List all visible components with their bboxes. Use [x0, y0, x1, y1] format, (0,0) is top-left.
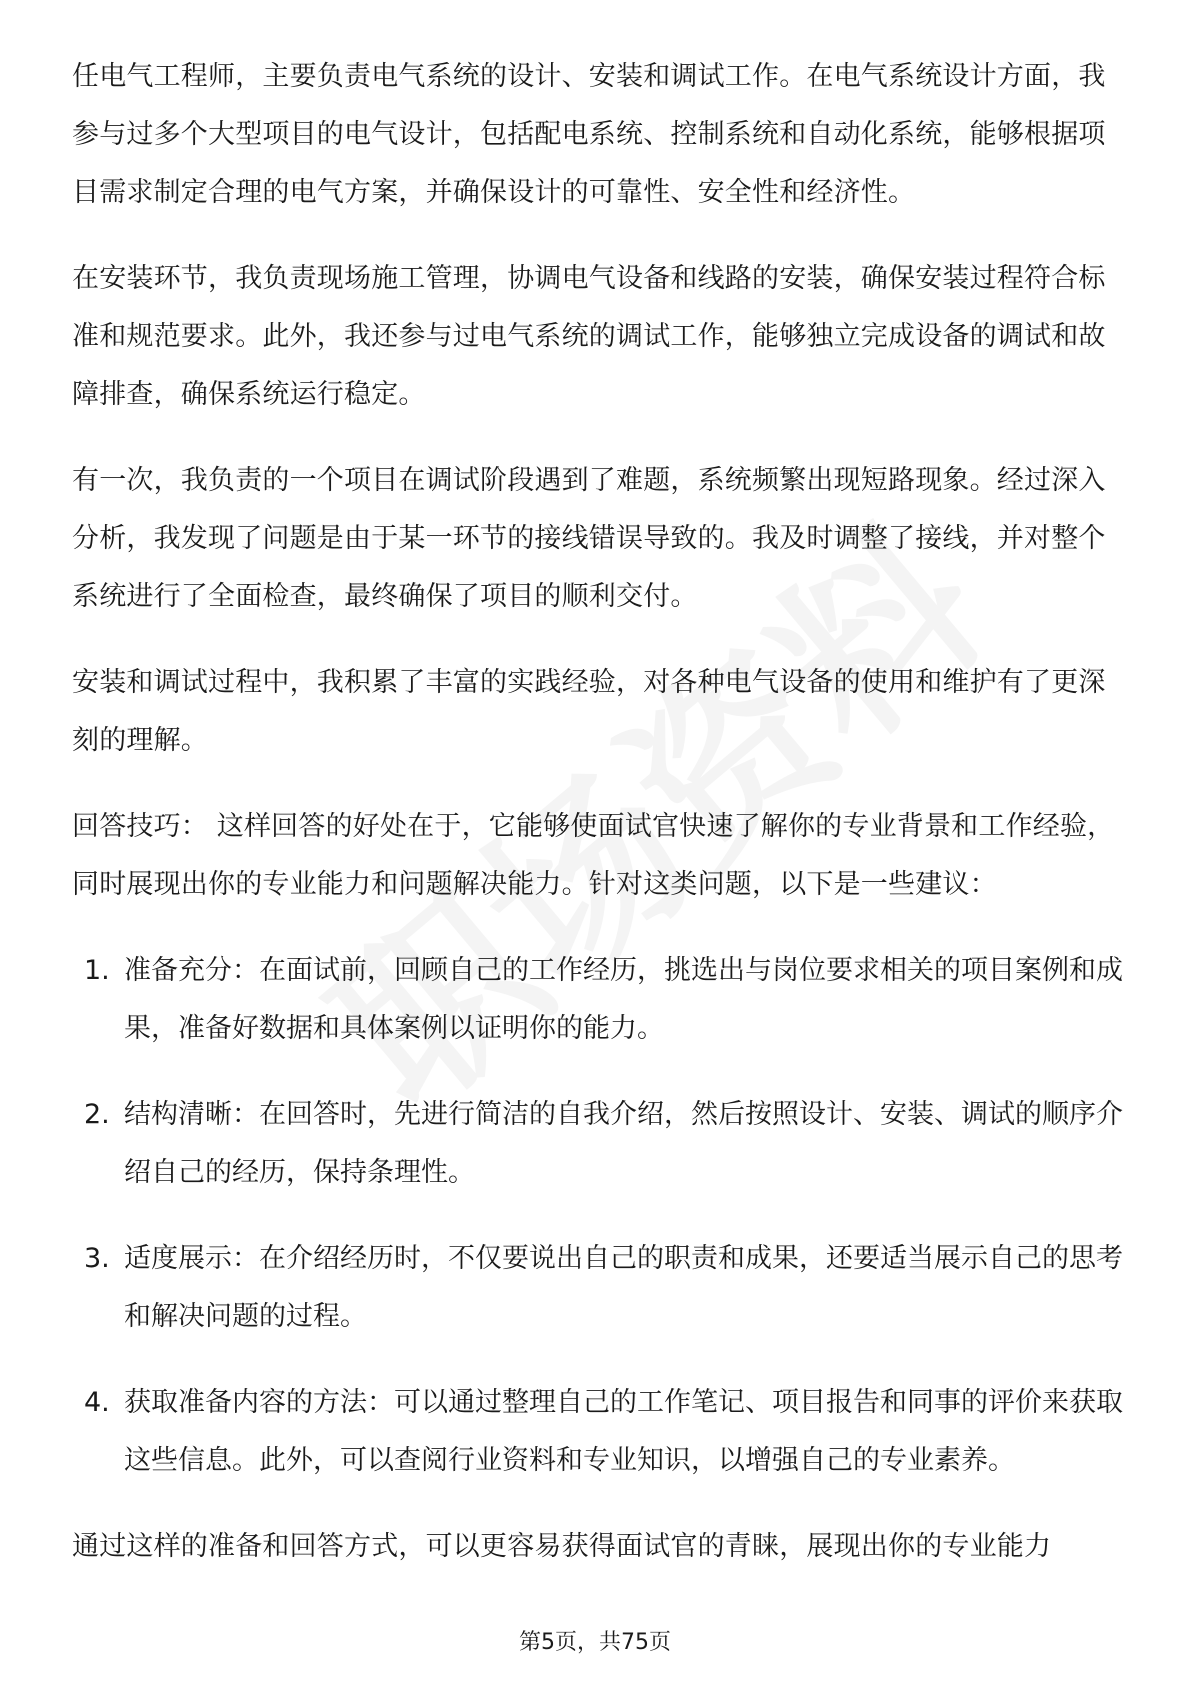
list-item-number: 3. [84, 1243, 110, 1274]
list-item-number: 2. [84, 1099, 110, 1130]
list-item-text: 获取准备内容的方法：可以通过整理自己的工作笔记、项目报告和同事的评价来获取这些信息。此外，可以查阅行业资料和专业知识，以增强自己的专业素养。 [124, 1387, 1123, 1476]
page-number: 第5页，共75页 [519, 1630, 671, 1655]
list-item-text: 适度展示：在介绍经历时，不仅要说出自己的职责和成果，还要适当展示自己的思考和解决问题的过程。 [124, 1243, 1123, 1332]
paragraph-tips-intro: 回答技巧： 这样回答的好处在于，它能够使面试官快速了解你的专业背景和工作经验，同时展现出你的专业能力和问题解决能力。针对这类问题，以下是一些建议： [72, 811, 1115, 900]
list-item-text: 结构清晰：在回答时，先进行简洁的自我介绍，然后按照设计、安装、调试的顺序介绍自己的经历，保持条理性。 [124, 1099, 1123, 1188]
list-item-number: 1. [84, 955, 110, 986]
paragraph-closing: 通过这样的准备和回答方式，可以更容易获得面试官的青睐，展现出你的专业能力 [72, 1531, 1052, 1562]
document-body [72, 48, 1132, 1604]
list-item-text: 准备充分：在面试前，回顾自己的工作经历，挑选出与岗位要求相关的项目案例和成果，准备好数据和具体案例以证明你的能力。 [124, 955, 1123, 1044]
paragraph-experience: 任电气工程师，主要负责电气系统的设计、安装和调试工作。在电气系统设计方面，我参与过多个大型项目的电气设计，包括配电系统、控制系统和自动化系统，能够根据项目需求制定合理的电气方案，并确保设计的可靠性、安全性和经济性。 [72, 61, 1106, 208]
tips-list [72, 942, 1132, 1490]
list-item [72, 1086, 1132, 1202]
paragraph-summary: 安装和调试过程中，我积累了丰富的实践经验，对各种电气设备的使用和维护有了更深刻的理解。 [72, 667, 1106, 756]
paragraph-installation: 在安装环节，我负责现场施工管理，协调电气设备和线路的安装，确保安装过程符合标准和规范要求。此外，我还参与过电气系统的调试工作，能够独立完成设备的调试和故障排查，确保系统运行稳定。 [72, 263, 1106, 410]
list-item [72, 1374, 1132, 1490]
list-item [72, 942, 1132, 1058]
list-item-number: 4. [84, 1387, 110, 1418]
paragraph-case: 有一次，我负责的一个项目在调试阶段遇到了难题，系统频繁出现短路现象。经过深入分析，我发现了问题是由于某一环节的接线错误导致的。我及时调整了接线，并对整个系统进行了全面检查，最终确保了项目的顺利交付。 [72, 465, 1106, 612]
list-item [72, 1230, 1132, 1346]
